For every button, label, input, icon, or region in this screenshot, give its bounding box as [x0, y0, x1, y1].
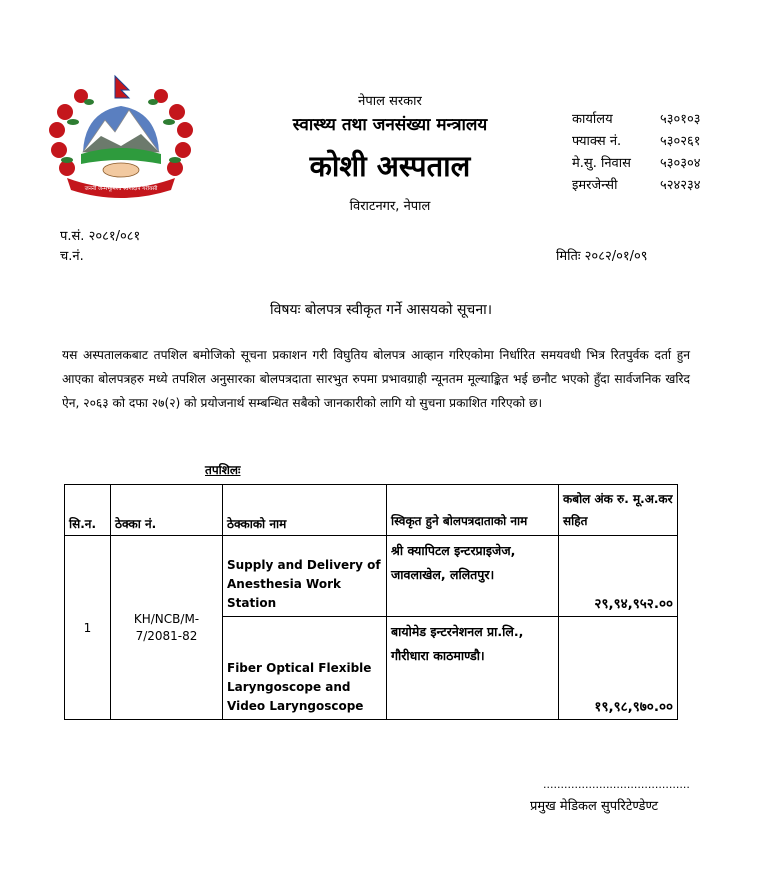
notice-body: यस अस्पतालकबाट तपशिल बमोजिको सूचना प्रकाशन गरी विघुतिय बोलपत्र आव्हान गरिएकोमा निर्धारित समयवधी भित्र रितपुर्वक दर्ता हुन आएका बोलपत्रहरु मध्ये तपशिल अनुसारका बोलपत्रदाता सारभुत रुपमा प्रभावग्राही न्यूनतम मूल्याङ्कित भई छनौट भएको हुँदा सार्वजनिक खरिद ऐन, २०६३ को दफा २७(२) को प्रयोजनार्थ सम्बन्धित सबैको जानकारीको लागि यो सुचना प्रकाशित गरिएको छ।	[62, 348, 690, 410]
contact-row	[572, 109, 701, 131]
cell-bidder: बायोमेड इन्टरनेशनल प्रा.लि., गौरीधारा काठमाण्डौ।	[387, 617, 559, 720]
award-table	[64, 484, 678, 720]
cell-amount: २९,९४,९५२.००	[559, 536, 678, 617]
cell-sn: 1	[65, 536, 111, 720]
contact-row	[572, 175, 701, 197]
cell-contract-name: Supply and Delivery of Anesthesia Work Station	[223, 536, 387, 617]
contact-value: ५२४२३४	[660, 178, 701, 193]
col-header-contract-name: ठेक्काको नाम	[223, 485, 387, 536]
reference-number: प.सं. २०८१/०८१	[60, 229, 141, 244]
notice-date: मितिः २०८२/०१/०९	[556, 249, 648, 264]
col-header-amount: कबोल अंक रु. मू.अ.कर सहित	[559, 485, 678, 536]
col-header-bidder: स्विकृत हुने बोलपत्रदाताको नाम	[387, 485, 559, 536]
contact-value: ५३०२६१	[660, 134, 701, 149]
cell-amount: १९,९८,९७०.००	[559, 617, 678, 720]
schedule-label: तपशिलः	[205, 463, 241, 477]
col-header-sn: सि.न.	[65, 485, 111, 536]
ministry-name: स्वास्थ्य तथा जनसंख्या मन्त्रालय	[292, 115, 488, 135]
cell-bidder: श्री क्यापिटल इन्टरप्राइजेज, जावलाखेल, ललितपुर।	[387, 536, 559, 617]
contact-label: कार्यालय	[572, 112, 613, 127]
table-row	[65, 536, 678, 617]
col-header-contract-no: ठेक्का नं.	[111, 485, 223, 536]
hospital-location: विराटनगर, नेपाल	[349, 199, 431, 214]
hospital-name: कोशी अस्पताल	[309, 149, 471, 183]
contact-label: इमरजेन्सी	[572, 178, 618, 193]
nepal-emblem-icon	[45, 72, 197, 200]
contact-value: ५३०१०३	[660, 112, 701, 127]
contact-block	[572, 109, 701, 197]
contact-value: ५३०३०४	[660, 156, 701, 171]
cell-contract-no: KH/NCB/M-7/2081-82	[111, 536, 223, 720]
dispatch-number: च.नं.	[60, 249, 84, 264]
table-header-row	[65, 485, 678, 536]
contact-label: फ्याक्स नं.	[572, 134, 622, 149]
signature-line: ..........................................	[543, 778, 690, 791]
notice-subject: विषयः बोलपत्र स्वीकृत गर्ने आसयको सूचना।	[269, 302, 493, 318]
signatory-title: प्रमुख मेडिकल सुपरिटेण्डेण्ट	[530, 799, 659, 814]
contact-row	[572, 153, 701, 175]
contact-row	[572, 131, 701, 153]
emblem-motto: जननी जन्मभूमिश्च स्वर्गादपि गरीयसी	[84, 186, 158, 192]
government-name: नेपाल सरकार	[358, 94, 422, 109]
contact-label: मे.सु. निवास	[572, 156, 631, 171]
cell-contract-name: Fiber Optical Flexible Laryngoscope and Video Laryngoscope	[223, 617, 387, 720]
